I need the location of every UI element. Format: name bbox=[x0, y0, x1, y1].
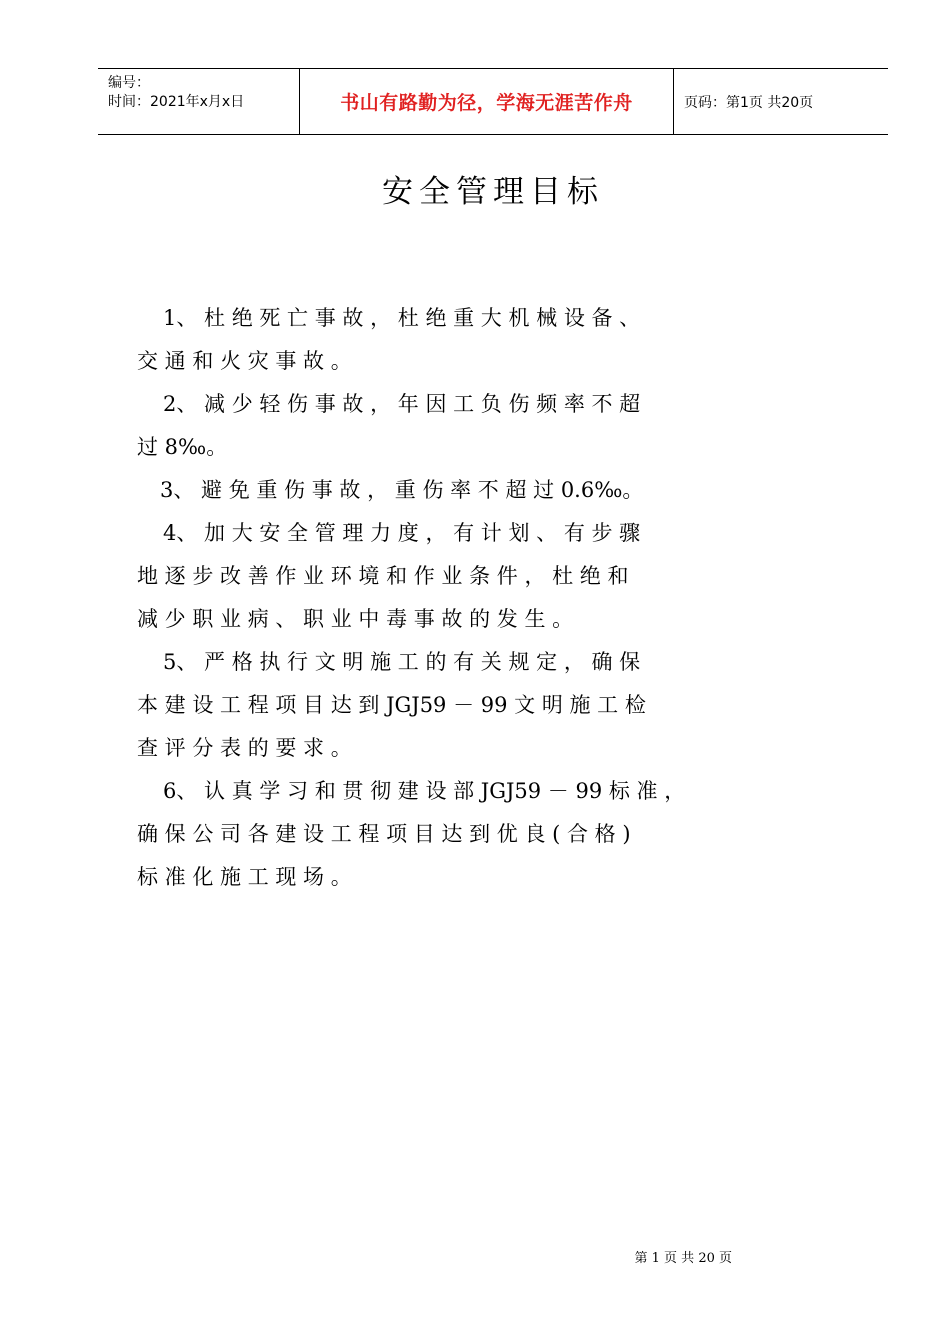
body-line: 2、 减 少 轻 伤 事 故 ， 年 因 工 负 伤 频 率 不 超 bbox=[163, 392, 641, 416]
header-meta-cell bbox=[98, 69, 300, 134]
page-info: 页码：第1页 共20页 bbox=[684, 94, 814, 111]
time-label: 时间：2021年x月x日 bbox=[108, 94, 245, 110]
body-line: 过 8‰。 bbox=[137, 435, 228, 459]
body-line: 交 通 和 火 灾 事 故 。 bbox=[137, 349, 352, 373]
body-line: 3、 避 免 重 伤 事 故 ， 重 伤 率 不 超 过 0.6‰。 bbox=[160, 478, 644, 502]
body-line: 地 逐 步 改 善 作 业 环 境 和 作 业 条 件 ， 杜 绝 和 bbox=[137, 564, 629, 588]
body-line: 确 保 公 司 各 建 设 工 程 项 目 达 到 优 良 ( 合 格 ) bbox=[137, 822, 631, 846]
body-line: 5、 严 格 执 行 文 明 施 工 的 有 关 规 定 ， 确 保 bbox=[163, 650, 641, 674]
number-label: 编号： bbox=[108, 75, 150, 91]
header-table bbox=[98, 68, 888, 135]
header-page-cell bbox=[674, 69, 888, 134]
page-title: 安全管理目标 bbox=[382, 174, 604, 210]
header-motto-cell bbox=[300, 69, 674, 134]
body-line: 查 评 分 表 的 要 求 。 bbox=[137, 736, 352, 760]
body-line: 1、 杜 绝 死 亡 事 故 ， 杜 绝 重 大 机 械 设 备 、 bbox=[163, 306, 641, 330]
motto: 书山有路勤为径，学海无涯苦作舟 bbox=[340, 92, 633, 114]
body-line: 减 少 职 业 病 、 职 业 中 毒 事 故 的 发 生 。 bbox=[137, 607, 574, 631]
body-line: 标 准 化 施 工 现 场 。 bbox=[137, 865, 352, 889]
body-line: 本 建 设 工 程 项 目 达 到 JGJ59 － 99 文 明 施 工 检 bbox=[137, 693, 646, 717]
body-line: 6、 认 真 学 习 和 贯 彻 建 设 部 JGJ59 － 99 标 准 ， bbox=[163, 779, 686, 803]
body-line: 4、 加 大 安 全 管 理 力 度 ， 有 计 划 、 有 步 骤 bbox=[163, 521, 641, 545]
page-footer: 第 1 页 共 20 页 bbox=[634, 1251, 732, 1266]
